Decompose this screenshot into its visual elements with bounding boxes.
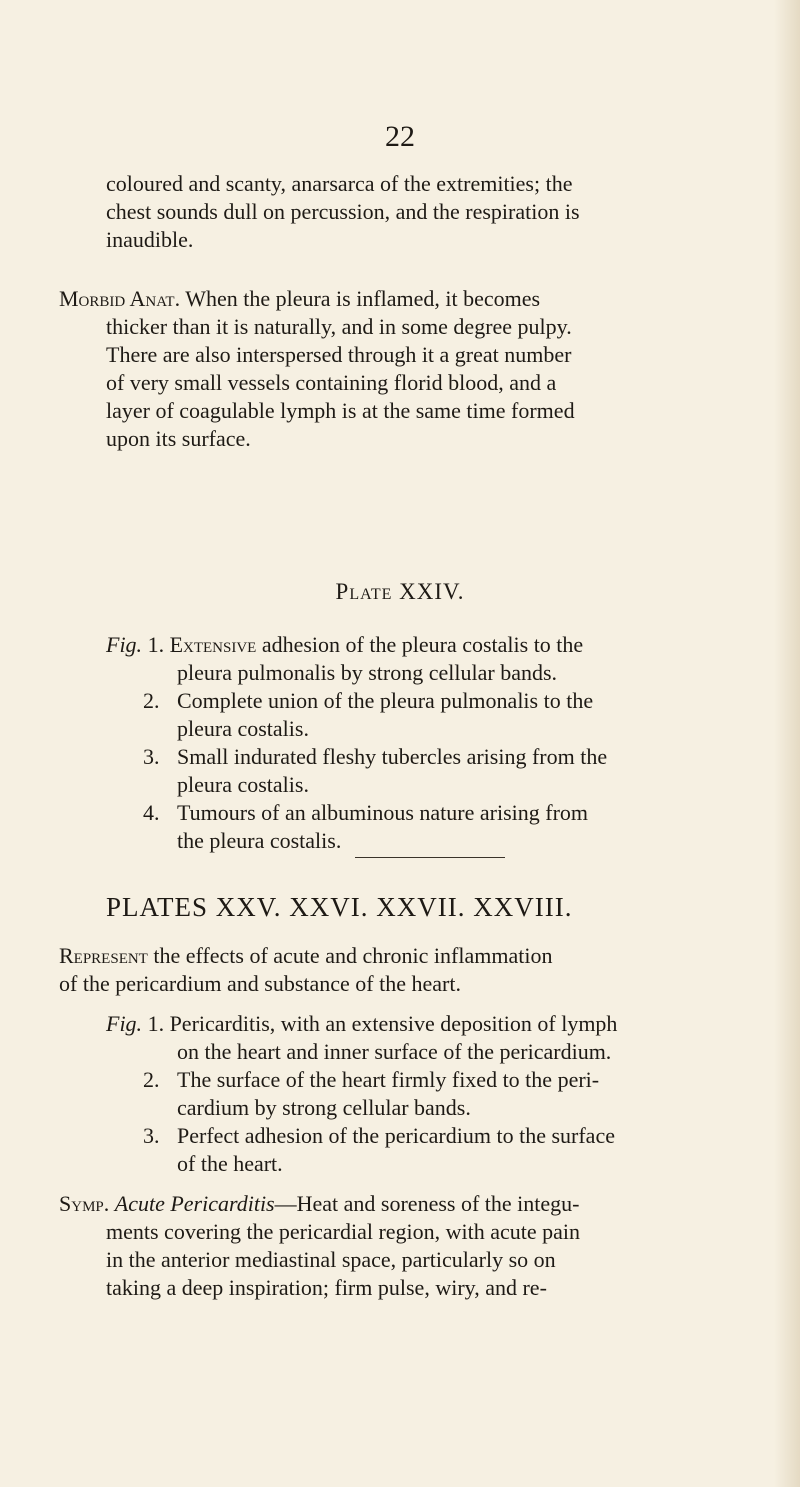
fig-number: 3.: [143, 744, 160, 769]
text-line: taking a deep inspiration; firm pulse, wiry, and re-: [106, 1275, 547, 1300]
text-run: Tumours of an albuminous nature arising from: [177, 800, 589, 825]
text-line: the pleura costalis.: [177, 828, 342, 853]
fig-number: 4.: [143, 800, 160, 825]
fig-number: 1.: [147, 632, 165, 657]
plate-xxiv-fig-1: [106, 631, 583, 687]
text-line: pleura pulmonalis by strong cellular bands.: [177, 660, 558, 685]
morbid-anat-paragraph: [59, 285, 575, 453]
text-line: inaudible.: [106, 227, 194, 252]
plate-xxiv-fig-3: [143, 743, 607, 799]
plate-xxiv-fig-2: [143, 687, 593, 743]
text-line: coloured and scanty, anarsarca of the extremities; the: [106, 171, 573, 196]
text-run: Perfect adhesion of the pericardium to the surface: [177, 1123, 615, 1148]
fig-number: 3.: [143, 1123, 160, 1148]
section-divider-rule: [355, 857, 505, 858]
text-line: ments covering the pericardial region, with acute pain: [106, 1219, 581, 1244]
section-heading: Morbid Anat.: [59, 286, 181, 311]
text-line: upon its surface.: [106, 426, 251, 451]
text-run: —Heat and soreness of the integu-: [274, 1191, 580, 1216]
text-line: cardium by strong cellular bands.: [177, 1095, 471, 1120]
text-line: [143, 1066, 599, 1094]
fig-label: Fig.: [106, 632, 143, 657]
text-run: the effects of acute and chronic inflammation: [153, 943, 553, 968]
text-line: pleura costalis.: [177, 716, 309, 741]
text-line: [59, 942, 552, 970]
fig-label: Fig.: [106, 1011, 143, 1036]
text-line: on the heart and inner surface of the pericardium.: [177, 1039, 612, 1064]
text-run: The surface of the heart firmly fixed to the peri-: [177, 1067, 600, 1092]
text-line: There are also interspersed through it a great number: [106, 342, 572, 367]
text-line: [143, 687, 593, 715]
fig-number: 2.: [143, 688, 160, 713]
plates-fig-1: [106, 1010, 617, 1066]
text-line: [143, 799, 588, 827]
text-run: Complete union of the pleura pulmonalis to the: [177, 688, 594, 713]
fig-number: 1.: [147, 1011, 165, 1036]
intro-paragraph: [106, 170, 580, 254]
text-line: of the pericardium and substance of the heart.: [59, 971, 461, 996]
text-run: When the pleura is inflamed, it becomes: [185, 286, 541, 311]
plate-xxiv-fig-4: [143, 799, 588, 855]
text-line: of very small vessels containing florid blood, and a: [106, 370, 557, 395]
plates-intro-paragraph: [59, 942, 552, 998]
text-line: thicker than it is naturally, and in some degree pulpy.: [106, 314, 572, 339]
text-line: [59, 285, 575, 313]
plate-xxiv-title: Plate XXIV.: [335, 579, 465, 604]
plates-fig-2: [143, 1066, 599, 1122]
text-line: of the heart.: [177, 1151, 283, 1176]
text-line: [143, 1122, 615, 1150]
text-line: layer of coagulable lymph is at the same time formed: [106, 398, 575, 423]
text-line: [143, 743, 607, 771]
text-line: pleura costalis.: [177, 772, 309, 797]
symp-paragraph: [59, 1190, 580, 1302]
text-run: Pericarditis, with an extensive deposition of lymph: [169, 1011, 618, 1036]
text-line: [106, 1010, 617, 1038]
fig-number: 2.: [143, 1067, 160, 1092]
text-line: in the anterior mediastinal space, particularly so on: [106, 1247, 556, 1272]
fig-lead-word: Extensive: [169, 632, 257, 657]
text-line: chest sounds dull on percussion, and the respiration is: [106, 199, 580, 224]
section-heading: Symp.: [59, 1191, 110, 1216]
page-number: 22: [385, 120, 415, 153]
italic-title: Acute Pericarditis: [114, 1191, 275, 1216]
lead-word: Represent: [59, 943, 148, 968]
text-run: Small indurated fleshy tubercles arising from the: [177, 744, 608, 769]
text-line: [106, 631, 583, 659]
plates-fig-3: [143, 1122, 615, 1178]
page-edge-shadow: [774, 0, 800, 1487]
text-run: adhesion of the pleura costalis to the: [261, 632, 584, 657]
text-line: [59, 1190, 580, 1218]
plates-xxv-xxviii-title: PLATES XXV. XXVI. XXVII. XXVIII.: [106, 892, 573, 922]
